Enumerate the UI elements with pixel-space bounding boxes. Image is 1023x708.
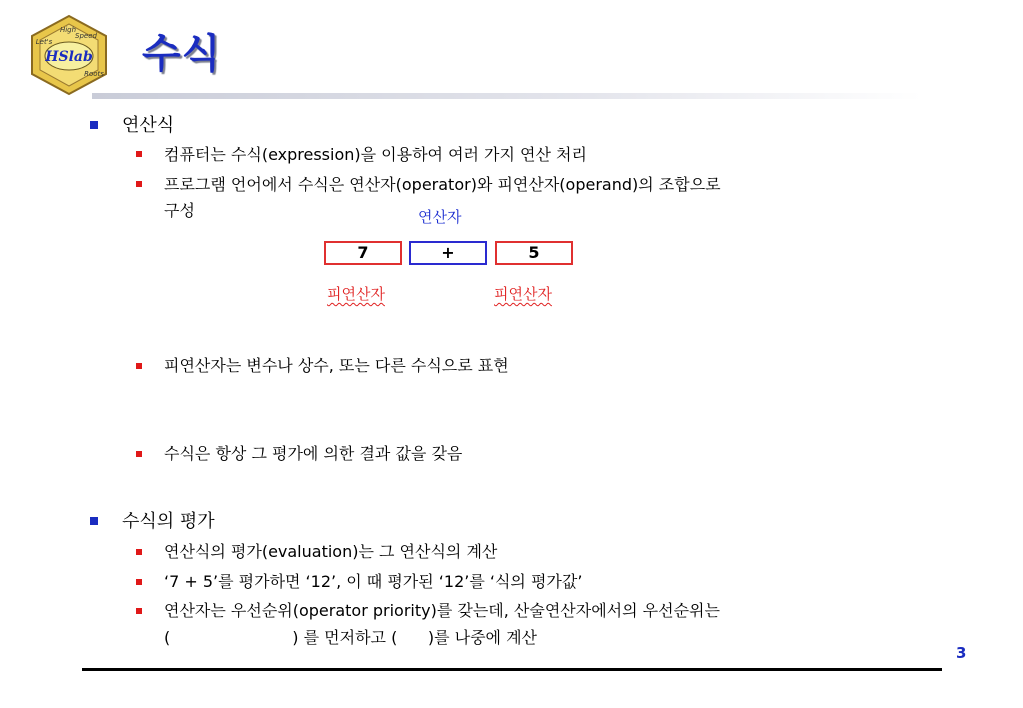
sub-bullet-icon xyxy=(136,181,142,187)
left-operand-label: 피연산자 xyxy=(327,285,385,303)
bullet-square-icon xyxy=(90,121,98,129)
page-number: 3 xyxy=(956,644,967,662)
hslab-logo xyxy=(28,14,110,96)
left-operand-box: 7 xyxy=(324,241,402,265)
operator-box: + xyxy=(409,241,487,265)
svg-text:High: High xyxy=(59,26,77,34)
right-operand-label: 피연산자 xyxy=(494,285,552,303)
sub-bullet-icon xyxy=(136,451,142,457)
footer-divider xyxy=(82,668,942,671)
operator-label: 연산자 xyxy=(418,208,462,226)
sub-bullet-icon xyxy=(136,579,142,585)
bullet-text-continuation: 구성 xyxy=(164,201,195,220)
bullet-text: ‘7 + 5’를 평가하면 ‘12’, 이 때 평가된 ‘12’를 ‘식의 평가값’ xyxy=(164,572,583,591)
bullet-text: 피연산자는 변수나 상수, 또는 다른 수식으로 표현 xyxy=(164,356,509,375)
right-operand-box: 5 xyxy=(495,241,573,265)
sub-bullet-icon xyxy=(136,549,142,555)
section-heading: 수식의 평가 xyxy=(122,511,215,532)
bullet-text: 프로그램 언어에서 수식은 연산자(operator)와 피연산자(operand)의 조합으로 xyxy=(164,175,721,194)
sub-bullet-icon xyxy=(136,608,142,614)
svg-text:Let's: Let's xyxy=(35,38,53,46)
bullet-text-continuation: ( ) 를 먼저하고 ( )를 나중에 계산 xyxy=(164,628,537,647)
bullet-text: 수식은 항상 그 평가에 의한 결과 값을 갖음 xyxy=(164,444,463,463)
svg-text:Roots: Roots xyxy=(84,70,104,78)
svg-text:Speed: Speed xyxy=(75,32,97,40)
sub-bullet-icon xyxy=(136,151,142,157)
slide-title: 수식 xyxy=(142,30,222,77)
sub-bullet-icon xyxy=(136,363,142,369)
svg-text:HSlab: HSlab xyxy=(45,49,93,65)
section-heading: 연산식 xyxy=(122,115,175,136)
bullet-square-icon xyxy=(90,517,98,525)
title-divider xyxy=(92,93,922,99)
bullet-text: 컴퓨터는 수식(expression)을 이용하여 여러 가지 연산 처리 xyxy=(164,145,587,164)
bullet-text: 연산자는 우선순위(operator priority)를 갖는데, 산술연산자에서의 우선순위는 xyxy=(164,601,720,620)
bullet-text: 연산식의 평가(evaluation)는 그 연산식의 계산 xyxy=(164,542,498,561)
